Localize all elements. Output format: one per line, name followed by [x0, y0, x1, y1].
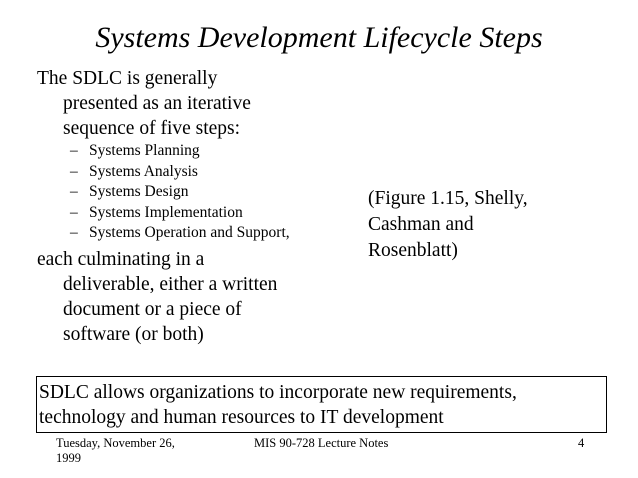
- figure-reference-line: (Figure 1.15, Shelly,: [368, 188, 528, 209]
- step-label: Systems Implementation: [89, 203, 243, 221]
- dash-bullet: –: [70, 203, 78, 221]
- step-label: Systems Operation and Support,: [89, 224, 290, 241]
- figure-reference-line: Cashman and: [368, 214, 474, 235]
- step-item-operation-support: [70, 223, 290, 244]
- intro-line: presented as an iterative: [63, 93, 251, 114]
- step-item-design: [70, 182, 290, 203]
- step-item-implementation: [70, 203, 290, 224]
- slide-title: Systems Development Lifecycle Steps: [95, 21, 543, 54]
- footer-course-title: MIS 90-728 Lecture Notes: [254, 436, 389, 450]
- callout-line: SDLC allows organizations to incorporate new requirements,: [39, 382, 517, 403]
- footer-date-line: 1999: [56, 451, 81, 465]
- footer-date-line: Tuesday, November 26,: [56, 436, 175, 450]
- step-label: Systems Planning: [89, 142, 200, 159]
- figure-reference: [368, 186, 608, 264]
- figure-reference-line: Rosenblatt): [368, 240, 458, 261]
- outro-line: each culminating in a: [37, 249, 205, 270]
- outro-line: software (or both): [63, 324, 204, 345]
- outro-line: deliverable, either a written: [63, 274, 278, 295]
- footer-date: [56, 436, 196, 466]
- footer-page-number: 4: [578, 436, 585, 450]
- dash-bullet: –: [70, 142, 78, 159]
- callout-box: [36, 376, 607, 433]
- sdlc-steps-list: [70, 141, 290, 244]
- intro-line: The SDLC is generally: [37, 68, 218, 89]
- dash-bullet: –: [70, 224, 78, 241]
- outro-line: document or a piece of: [63, 299, 242, 320]
- step-item-planning: [70, 141, 290, 162]
- callout-line: technology and human resources to IT development: [39, 407, 444, 428]
- dash-bullet: –: [70, 183, 78, 200]
- step-label: Systems Analysis: [89, 162, 198, 180]
- intro-paragraph: [37, 66, 337, 141]
- step-label: Systems Design: [89, 183, 189, 200]
- outro-paragraph: [37, 247, 337, 347]
- dash-bullet: –: [70, 162, 78, 180]
- step-item-analysis: [70, 162, 290, 183]
- intro-line: sequence of five steps:: [63, 118, 241, 139]
